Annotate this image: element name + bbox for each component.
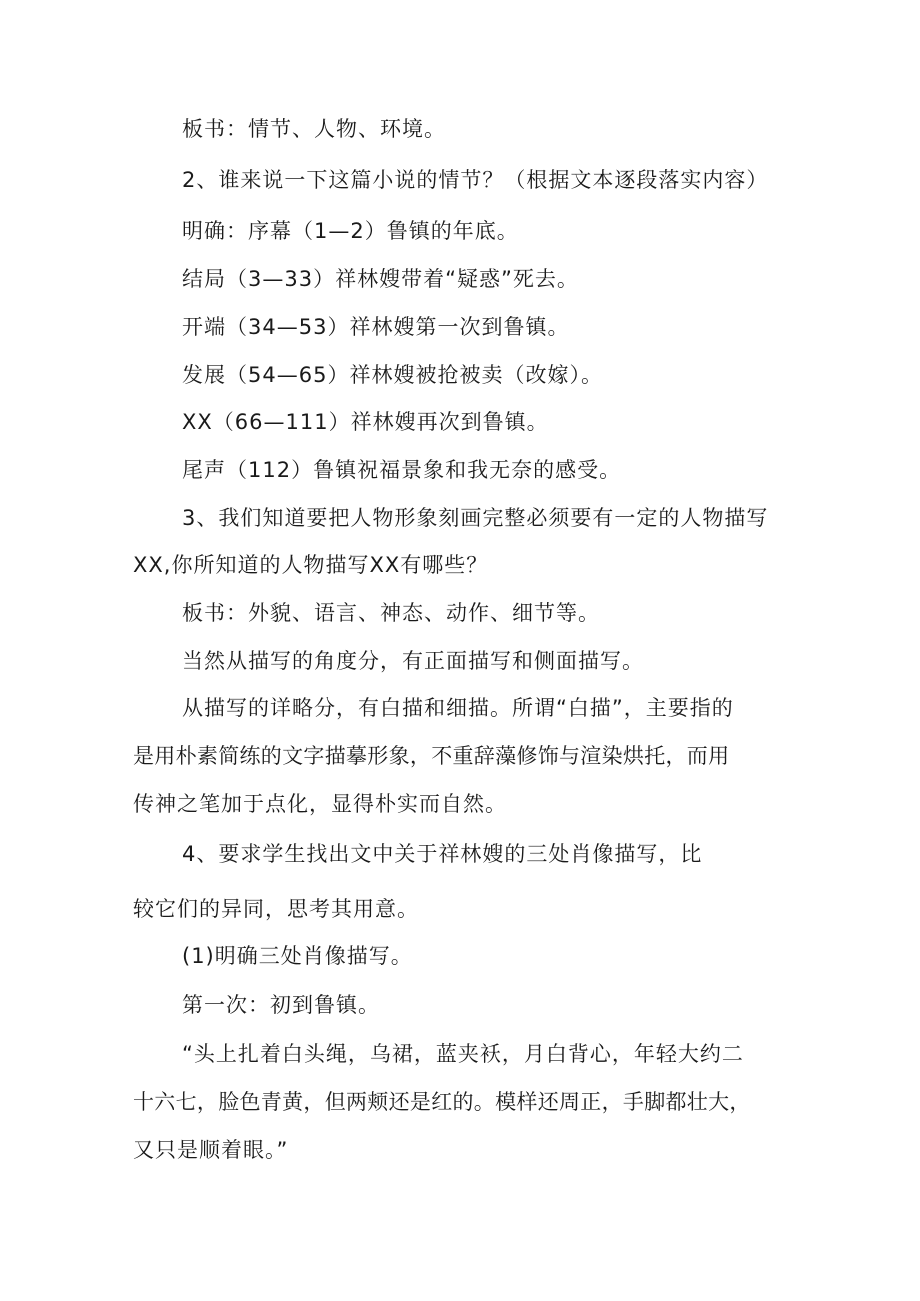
text-line: 2、谁来说一下这篇小说的情节？（根据文本逐段落实内容） — [182, 168, 769, 192]
text-line: 明确：序幕（1—2）鲁镇的年底。 — [182, 219, 519, 243]
text-line: 十六七，脸色青黄，但两颊还是红的。模样还周正，手脚都壮大， — [133, 1090, 751, 1114]
text-line: 第一次：初到鲁镇。 — [182, 993, 380, 1017]
text-line: XX（66—111）祥林嫂再次到鲁镇。 — [182, 410, 549, 434]
text-line: 较它们的异同，思考其用意。 — [133, 897, 419, 921]
text-line: XX,你所知道的人物描写XX有哪些？ — [133, 553, 489, 577]
text-line: 当然从描写的角度分，有正面描写和侧面描写。 — [182, 649, 644, 673]
text-line: 开端（34—53）祥林嫂第一次到鲁镇。 — [182, 315, 570, 339]
text-line: 从描写的详略分，有白描和细描。所谓“白描”，主要指的 — [182, 696, 734, 720]
text-line: 板书：情节、人物、环境。 — [182, 117, 446, 141]
text-line: 尾声（112）鲁镇祝福景象和我无奈的感受。 — [182, 458, 622, 482]
text-line: 传神之笔加于点化，显得朴实而自然。 — [133, 792, 507, 816]
text-line: 结局（3—33）祥林嫂带着“疑惑”死去。 — [182, 267, 579, 291]
text-line: 3、我们知道要把人物形象刻画完整必须要有一定的人物描写 — [182, 506, 769, 530]
text-line: 4、要求学生找出文中关于祥林嫂的三处肖像描写，比 — [182, 842, 703, 866]
text-line: “头上扎着白头绳，乌裙，蓝夹袄，月白背心，年轻大约二 — [182, 1042, 744, 1066]
text-line: 是用朴素简练的文字描摹形象，不重辞藻修饰与渲染烘托，而用 — [133, 744, 730, 768]
text-line: 发展（54—65）祥林嫂被抢被卖（改嫁）。 — [182, 363, 603, 387]
text-line: 板书：外貌、语言、神态、动作、细节等。 — [182, 601, 600, 625]
text-line: (1)明确三处肖像描写。 — [182, 944, 413, 968]
text-line: 又只是顺着眼。” — [133, 1138, 289, 1162]
